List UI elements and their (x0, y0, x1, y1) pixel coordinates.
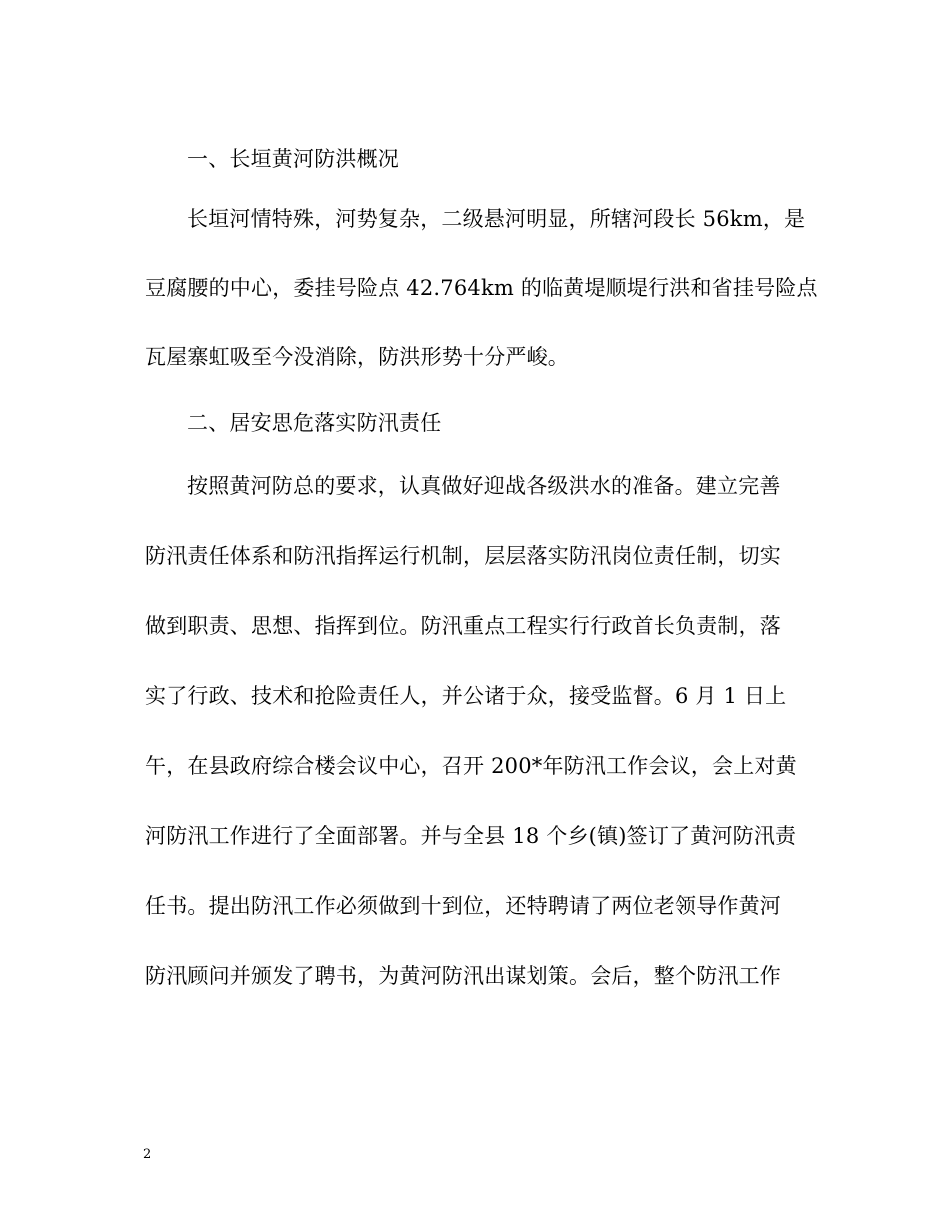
paragraph-line: 任书。提出防汛工作必须做到十到位，还特聘请了两位老领导作黄河 (145, 894, 781, 918)
paragraph-line: 豆腐腰的中心，委挂号险点 42.764km 的临黄堤顺堤行洪和省挂号险点 (145, 276, 818, 300)
page-number: 2 (143, 1147, 152, 1162)
paragraph-line: 防汛责任体系和防汛指挥运行机制，层层落实防汛岗位责任制，切实 (145, 544, 781, 568)
section-heading-2: 二、居安思危落实防汛责任 (187, 411, 442, 435)
paragraph-line: 实了行政、技术和抢险责任人，并公诸于众，接受监督。6 月 1 日上 (145, 684, 787, 708)
paragraph-line: 瓦屋寨虹吸至今没消除，防洪形势十分严峻。 (145, 345, 569, 369)
paragraph-line: 防汛顾问并颁发了聘书，为黄河防汛出谋划策。会后，整个防汛工作 (145, 964, 781, 988)
paragraph-line: 做到职责、思想、指挥到位。防汛重点工程实行行政首长负责制，落 (145, 614, 781, 638)
section-heading-1: 一、长垣黄河防洪概况 (187, 147, 399, 171)
paragraph-line: 按照黄河防总的要求，认真做好迎战各级洪水的准备。建立完善 (187, 474, 781, 498)
paragraph-line: 午，在县政府综合楼会议中心，召开 200*年防汛工作会议，会上对黄 (145, 754, 797, 778)
paragraph-line: 河防汛工作进行了全面部署。并与全县 18 个乡(镇)签订了黄河防汛责 (145, 824, 797, 848)
paragraph-line: 长垣河情特殊，河势复杂，二级悬河明显，所辖河段长 56km，是 (187, 207, 806, 231)
